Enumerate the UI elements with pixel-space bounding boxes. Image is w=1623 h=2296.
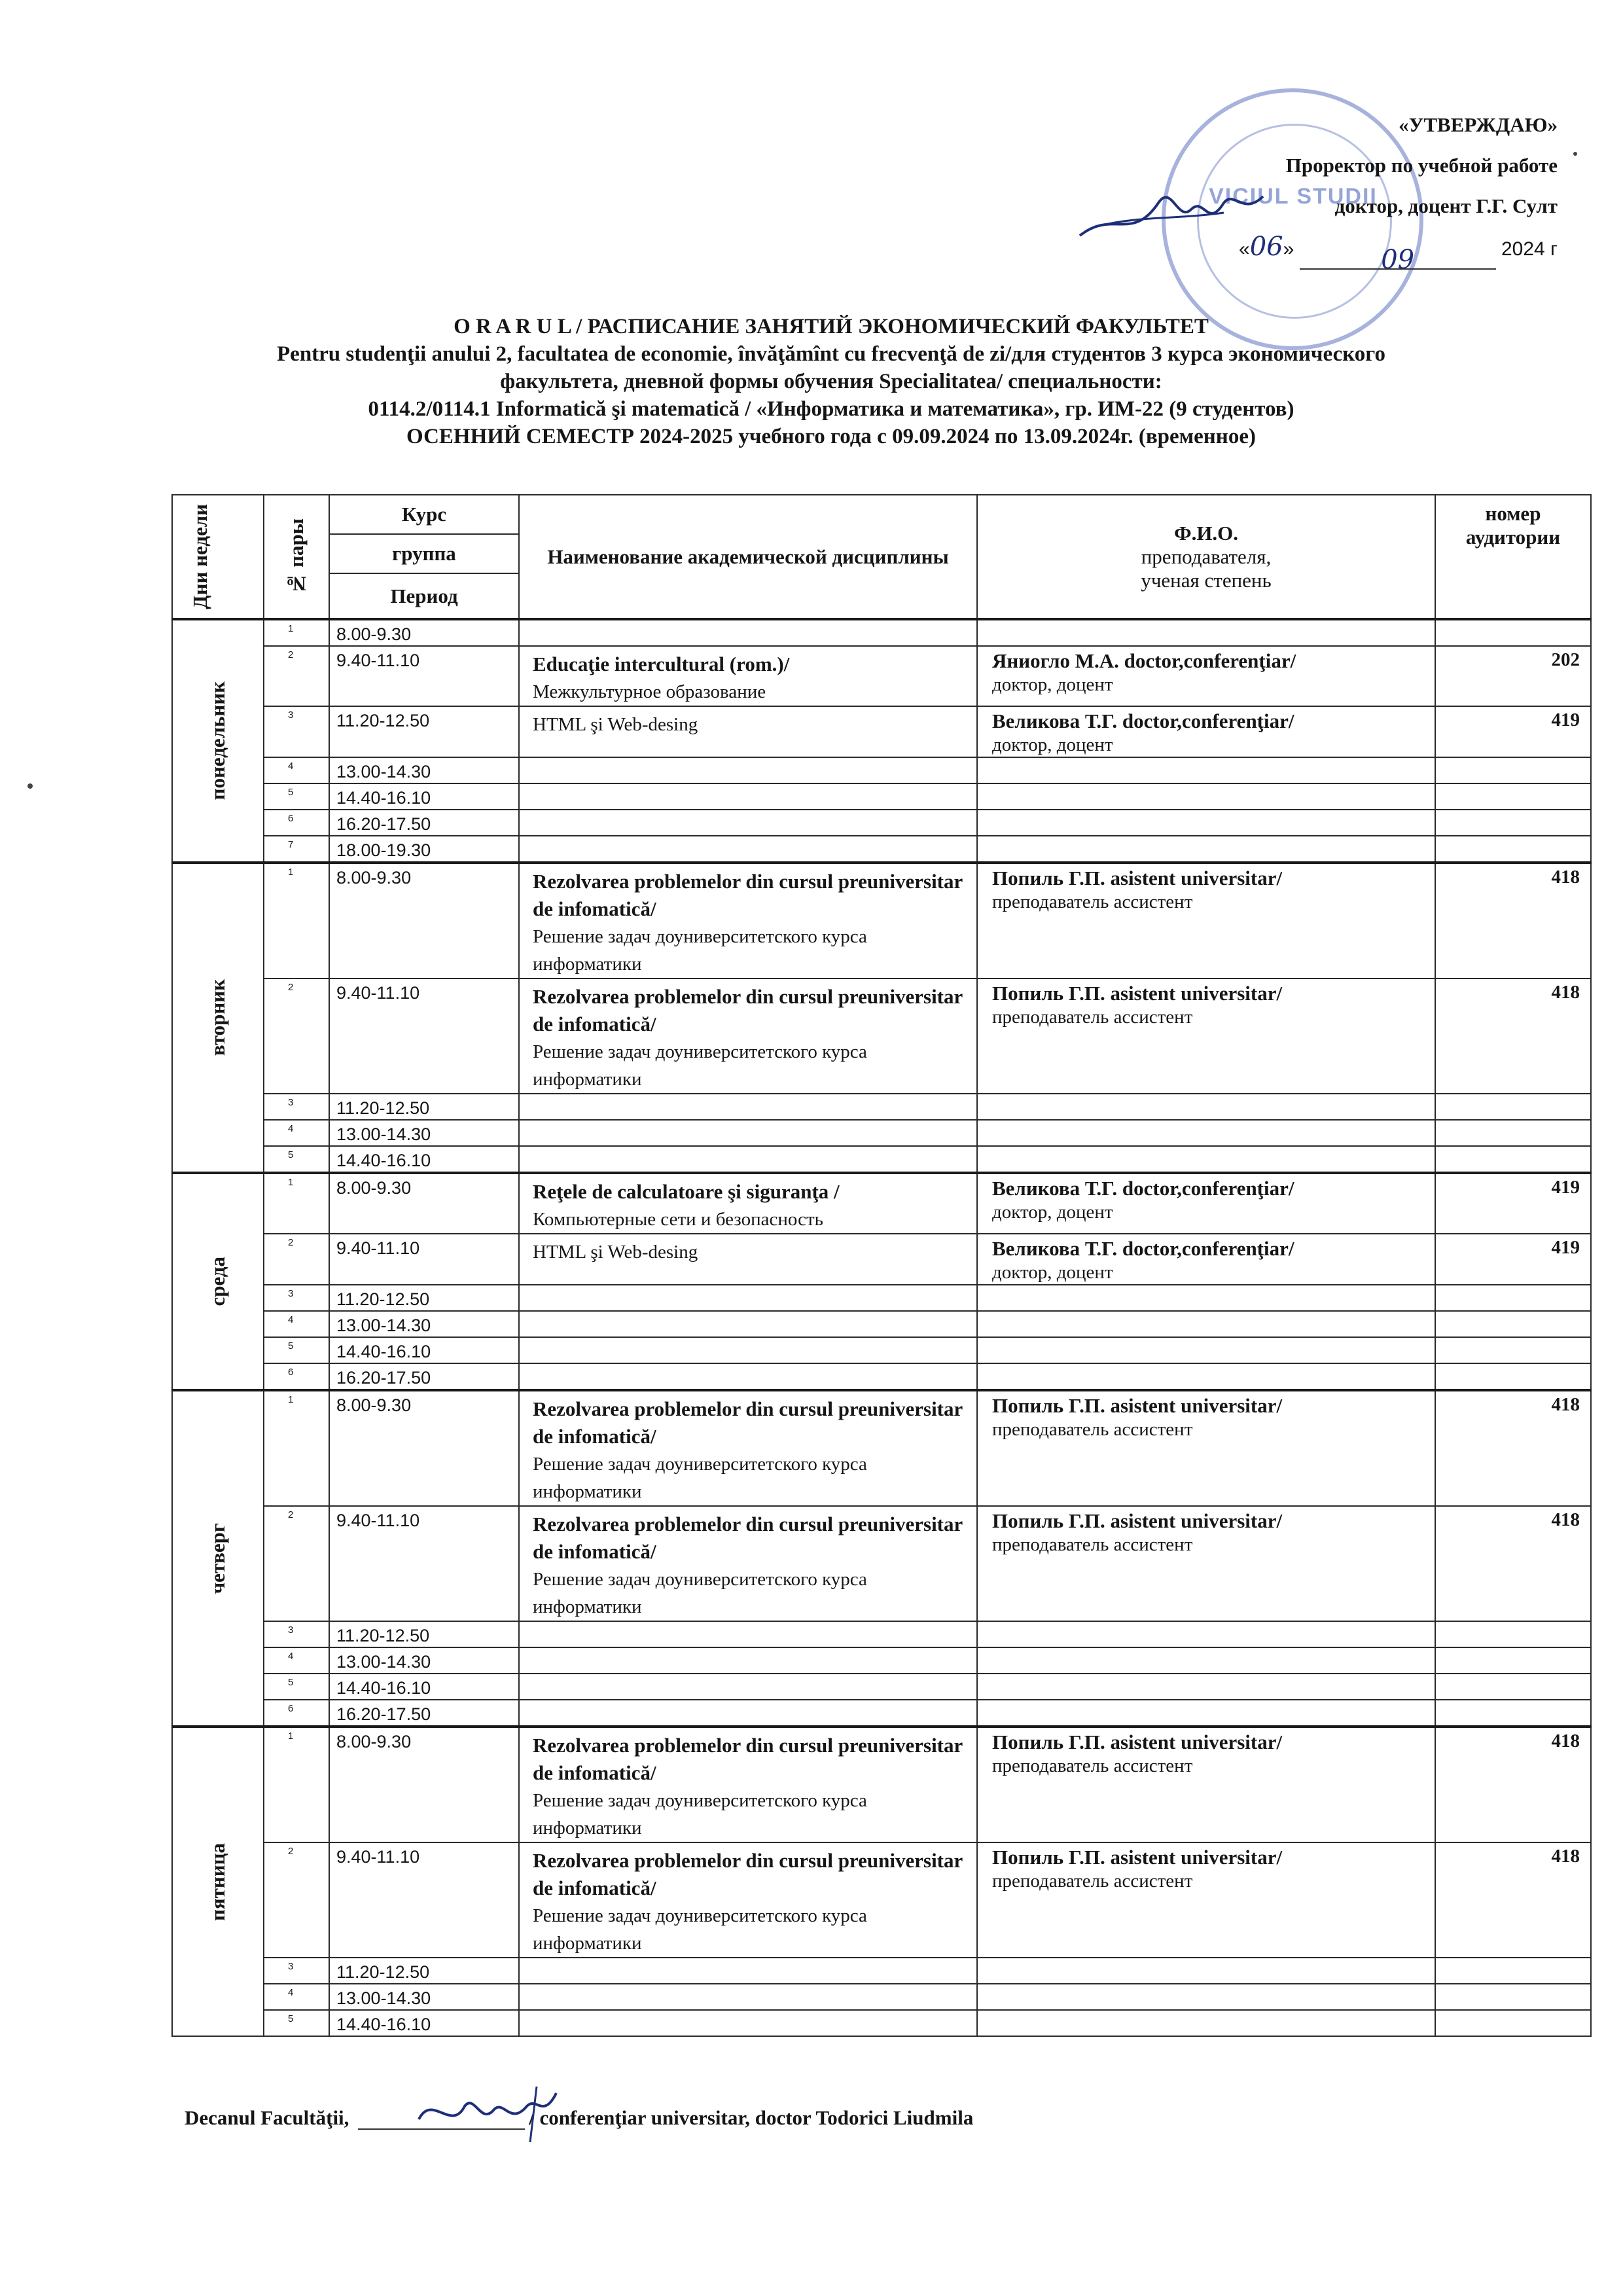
teacher-cell [977,1337,1435,1363]
teacher-degree: преподаватель ассистент [992,1007,1193,1028]
pair-time: 14.40-16.10 [329,1146,519,1173]
pair-time: 11.20-12.50 [329,706,519,757]
discipline-cell [519,1094,977,1120]
day-cell [172,1727,264,2036]
pair-time: 8.00-9.30 [329,1727,519,1842]
footer [185,2106,973,2130]
discipline-cell [519,1674,977,1700]
pair-time: 8.00-9.30 [329,863,519,978]
discipline-cell [519,836,977,863]
approval-title: «УТВЕРЖДАЮ» [1399,113,1558,136]
teacher-name: Великова Т.Г. doctor,conferenţiar/ [992,1177,1294,1200]
header-semester: ОСЕННИЙ СЕМЕСТР 2024-2025 учебного года с 09.09.2024 по 13.09.2024г. (временное) [406,425,1256,448]
header-faculty: факультета, дневной формы обучения Specialitatea/ специальности: [500,370,1162,393]
teacher-cell [977,1173,1435,1234]
teacher-degree: доктор, доцент [992,1262,1113,1283]
header-discipline [519,495,977,619]
teacher-cell [977,646,1435,706]
footer-label: Decanul Facultăţii, [185,2106,349,2129]
room-number: 202 [1435,646,1591,706]
room-number [1435,619,1591,646]
header-day-cell [172,495,264,619]
schedule-row [172,1285,1591,1311]
schedule-row [172,1390,1591,1506]
discipline-ru: Решение задач доуниверситетского курса информатики [533,926,867,975]
pair-number: 4 [264,1984,329,2010]
teacher-cell [977,706,1435,757]
pair-time: 9.40-11.10 [329,1506,519,1621]
day-cell [172,1173,264,1390]
schedule-row [172,1984,1591,2010]
teacher-name: Попиль Г.П. asistent universitar/ [992,1846,1283,1869]
schedule-row [172,1842,1591,1958]
schedule-row [172,1337,1591,1363]
discipline-cell [519,1700,977,1727]
teacher-cell [977,810,1435,836]
teacher-cell [977,1984,1435,2010]
teacher-cell [977,1234,1435,1285]
approval-signature [1073,164,1270,262]
schedule-row [172,978,1591,1094]
discipline-cell [519,1842,977,1958]
header-students: Pentru studenţii anului 2, facultatea de economie, învăţămînt cu frecvenţă de zi/для студентов 3 курса экономического [277,342,1385,366]
teacher-cell [977,2010,1435,2036]
schedule-row [172,836,1591,863]
discipline-cell [519,863,977,978]
discipline-ro: Educaţie intercultural (rom.)/ [533,653,790,675]
discipline-cell [519,1958,977,1984]
teacher-cell [977,1842,1435,1958]
discipline-ro: Rezolvarea problemelor din cursul preuniversitar de infomatică/ [533,1397,963,1448]
teacher-degree: преподаватель ассистент [992,1755,1193,1776]
pair-time: 18.00-19.30 [329,836,519,863]
discipline-cell [519,1727,977,1842]
pair-number: 5 [264,1337,329,1363]
teacher-cell [977,1621,1435,1647]
pair-time: 16.20-17.50 [329,810,519,836]
day-name: пятница [206,1842,229,1921]
pair-time: 9.40-11.10 [329,1842,519,1958]
discipline-ru: Решение задач доуниверситетского курса информатики [533,1041,867,1090]
room-number [1435,1984,1591,2010]
pair-number: 2 [264,1234,329,1285]
room-number [1435,1700,1591,1727]
teacher-cell [977,1506,1435,1621]
pair-time: 16.20-17.50 [329,1700,519,1727]
pair-time: 13.00-14.30 [329,1647,519,1674]
header-discipline-label: Наименование академической дисциплины [547,545,949,568]
pair-number: 6 [264,1363,329,1390]
schedule-row [172,783,1591,810]
pair-number: 1 [264,1390,329,1506]
pair-number: 2 [264,1506,329,1621]
room-number [1435,1146,1591,1173]
schedule-header [183,313,1479,450]
room-number: 419 [1435,706,1591,757]
pair-number: 5 [264,1146,329,1173]
pair-time: 8.00-9.30 [329,1390,519,1506]
schedule-row [172,1173,1591,1234]
teacher-name: Попиль Г.П. asistent universitar/ [992,1394,1283,1417]
teacher-cell [977,1363,1435,1390]
pair-number: 4 [264,757,329,783]
discipline-cell [519,1647,977,1674]
pair-number: 6 [264,810,329,836]
pair-number: 2 [264,978,329,1094]
schedule-row [172,1674,1591,1700]
discipline-ru: HTML şi Web-desing [533,714,698,735]
pair-time: 13.00-14.30 [329,1120,519,1146]
room-number [1435,1337,1591,1363]
discipline-cell [519,1363,977,1390]
approval-person: доктор, доцент Г.Г. Султ [1334,194,1558,217]
discipline-cell [519,810,977,836]
discipline-cell [519,1146,977,1173]
pair-time: 14.40-16.10 [329,783,519,810]
header-course: Курс [329,495,519,534]
teacher-cell [977,1285,1435,1311]
pair-number: 1 [264,619,329,646]
room-number [1435,836,1591,863]
header-teacher [977,495,1435,619]
pair-time: 14.40-16.10 [329,1337,519,1363]
schedule-row [172,619,1591,646]
teacher-degree: преподаватель ассистент [992,1871,1193,1892]
header-period: Период [329,573,519,619]
discipline-ro: Rezolvarea problemelor din cursul preuniversitar de infomatică/ [533,1734,963,1784]
pair-number: 3 [264,1285,329,1311]
room-number [1435,1094,1591,1120]
discipline-ru: Решение задач доуниверситетского курса информатики [533,1454,867,1502]
day-cell [172,1390,264,1727]
pair-number: 5 [264,783,329,810]
pair-number: 1 [264,1727,329,1842]
dean-signature [406,2080,563,2145]
header-title: O R A R U L / РАСПИСАНИЕ ЗАНЯТИЙ ЭКОНОМИЧЕСКИЙ ФАКУЛЬТЕТ [454,315,1209,338]
discipline-ro: Rezolvarea problemelor din cursul preuniversitar de infomatică/ [533,985,963,1035]
header-group: группа [329,534,519,573]
schedule-row [172,1727,1591,1842]
teacher-name: Попиль Г.П. asistent universitar/ [992,1509,1283,1532]
pair-number: 5 [264,2010,329,2036]
teacher-degree: доктор, доцент [992,1202,1113,1223]
discipline-cell [519,619,977,646]
day-cell [172,619,264,863]
header-teacher-line2: преподавателя, [1141,545,1272,568]
pair-number: 4 [264,1311,329,1337]
pair-number: 1 [264,1173,329,1234]
schedule-table [171,494,1592,2037]
pair-number: 3 [264,1094,329,1120]
room-number: 418 [1435,978,1591,1094]
teacher-cell [977,1120,1435,1146]
pair-time: 14.40-16.10 [329,1674,519,1700]
pair-number: 5 [264,1674,329,1700]
pair-number: 1 [264,863,329,978]
teacher-degree: доктор, доцент [992,734,1113,755]
teacher-name: Попиль Г.П. asistent universitar/ [992,867,1283,889]
discipline-cell [519,1285,977,1311]
schedule-row [172,1647,1591,1674]
pair-number: 3 [264,706,329,757]
pair-time: 13.00-14.30 [329,757,519,783]
schedule-row [172,757,1591,783]
discipline-cell [519,1234,977,1285]
pair-number: 2 [264,1842,329,1958]
room-number: 418 [1435,1727,1591,1842]
discipline-cell [519,646,977,706]
header-pair: № пары [285,518,308,596]
discipline-ro: Rezolvarea problemelor din cursul preuniversitar de infomatică/ [533,870,963,920]
discipline-cell [519,1337,977,1363]
schedule-row [172,646,1591,706]
pair-time: 11.20-12.50 [329,1621,519,1647]
discipline-cell [519,1621,977,1647]
discipline-cell [519,1984,977,2010]
room-number: 418 [1435,1390,1591,1506]
room-number [1435,1363,1591,1390]
teacher-cell [977,1727,1435,1842]
room-number [1435,1621,1591,1647]
discipline-cell [519,1173,977,1234]
discipline-cell [519,1390,977,1506]
discipline-ru: Межкультурное образование [533,681,766,702]
teacher-cell [977,1700,1435,1727]
approval-position: Проректор по учебной работе [1285,154,1558,177]
discipline-cell [519,1506,977,1621]
room-number [1435,757,1591,783]
schedule-row [172,1094,1591,1120]
date-year: 2024 г [1501,238,1558,260]
teacher-cell [977,783,1435,810]
date-open-quote: « [1239,238,1250,260]
discipline-ru: Решение задач доуниверситетского курса информатики [533,1905,867,1954]
stamp-text: VICIUL STUDII [1209,184,1378,209]
scan-speck [1573,152,1577,156]
discipline-ru: Компьютерные сети и безопасность [533,1209,823,1230]
discipline-ru: Решение задач доуниверситетского курса информатики [533,1790,867,1839]
teacher-name: Попиль Г.П. asistent universitar/ [992,982,1283,1005]
pair-time: 13.00-14.30 [329,1984,519,2010]
pair-number: 3 [264,1621,329,1647]
date-mid-quote: » [1283,238,1294,260]
room-number: 419 [1435,1173,1591,1234]
teacher-cell [977,863,1435,978]
schedule-row [172,1363,1591,1390]
schedule-row [172,706,1591,757]
room-number [1435,1958,1591,1984]
day-name: понедельник [206,681,229,800]
schedule-row [172,1146,1591,1173]
teacher-name: Великова Т.Г. doctor,conferenţiar/ [992,1237,1294,1260]
teacher-cell [977,1958,1435,1984]
discipline-cell [519,2010,977,2036]
teacher-degree: преподаватель ассистент [992,891,1193,912]
room-number [1435,1120,1591,1146]
room-number: 419 [1435,1234,1591,1285]
schedule-row [172,1120,1591,1146]
header-day: Дни недели [188,504,211,609]
pair-number: 7 [264,836,329,863]
pair-time: 8.00-9.30 [329,619,519,646]
teacher-cell [977,1647,1435,1674]
pair-time: 13.00-14.30 [329,1311,519,1337]
header-pair-cell [264,495,329,619]
teacher-cell [977,1390,1435,1506]
teacher-cell [977,836,1435,863]
day-name: вторник [206,979,229,1056]
discipline-ru: Решение задач доуниверситетского курса информатики [533,1569,867,1617]
date-day: 06 [1249,232,1283,262]
header-room: номер аудитории [1435,495,1591,619]
teacher-cell [977,1311,1435,1337]
date-month: 09 [1381,245,1415,275]
footer-signer: / conferenţiar universitar, doctor Todorici Liudmila [529,2106,974,2129]
pair-time: 8.00-9.30 [329,1173,519,1234]
pair-time: 11.20-12.50 [329,1285,519,1311]
pair-number: 4 [264,1120,329,1146]
discipline-ro: Rezolvarea problemelor din cursul preuniversitar de infomatică/ [533,1513,963,1563]
room-number [1435,1647,1591,1674]
pair-number: 2 [264,646,329,706]
teacher-name: Великова Т.Г. doctor,conferenţiar/ [992,709,1294,732]
teacher-degree: доктор, доцент [992,674,1113,695]
room-number [1435,783,1591,810]
room-number [1435,810,1591,836]
teacher-degree: преподаватель ассистент [992,1419,1193,1440]
day-cell [172,863,264,1173]
schedule-row [172,1700,1591,1727]
discipline-cell [519,706,977,757]
room-number: 418 [1435,863,1591,978]
pair-time: 9.40-11.10 [329,978,519,1094]
room-number: 418 [1435,1506,1591,1621]
header-teacher-line3: ученая степень [1141,568,1272,592]
header-teacher-line1: Ф.И.О. [1173,521,1239,545]
schedule-row [172,1311,1591,1337]
scan-speck [27,783,33,789]
pair-number: 3 [264,1958,329,1984]
room-number [1435,1674,1591,1700]
discipline-cell [519,757,977,783]
discipline-ro: Rezolvarea problemelor din cursul preuniversitar de infomatică/ [533,1849,963,1899]
pair-time: 11.20-12.50 [329,1094,519,1120]
day-name: четверг [206,1522,229,1594]
schedule-row [172,1621,1591,1647]
room-number [1435,2010,1591,2036]
schedule-row [172,2010,1591,2036]
discipline-ro: Reţele de calculatoare şi siguranţa / [533,1180,840,1203]
discipline-cell [519,1311,977,1337]
teacher-name: Яниогло М.А. doctor,conferenţiar/ [992,649,1296,672]
teacher-cell [977,1094,1435,1120]
header-specialty: 0114.2/0114.1 Informatică şi matematică / «Информатика и математика», гр. ИМ-22 (9 студентов) [368,397,1294,421]
schedule-body [172,619,1591,2036]
teacher-name: Попиль Г.П. asistent universitar/ [992,1731,1283,1753]
teacher-degree: преподаватель ассистент [992,1534,1193,1555]
pair-time: 9.40-11.10 [329,646,519,706]
schedule-row [172,1234,1591,1285]
pair-time: 16.20-17.50 [329,1363,519,1390]
teacher-cell [977,619,1435,646]
room-number [1435,1311,1591,1337]
pair-number: 6 [264,1700,329,1727]
room-number: 418 [1435,1842,1591,1958]
discipline-cell [519,1120,977,1146]
teacher-cell [977,978,1435,1094]
pair-time: 9.40-11.10 [329,1234,519,1285]
teacher-cell [977,1146,1435,1173]
schedule-row [172,1506,1591,1621]
teacher-cell [977,757,1435,783]
pair-number: 4 [264,1647,329,1674]
discipline-cell [519,783,977,810]
schedule-row [172,863,1591,978]
schedule-row [172,810,1591,836]
discipline-cell [519,978,977,1094]
pair-time: 14.40-16.10 [329,2010,519,2036]
room-number [1435,1285,1591,1311]
schedule-row [172,1958,1591,1984]
teacher-cell [977,1674,1435,1700]
day-name: среда [206,1257,229,1306]
discipline-ru: HTML şi Web-desing [533,1242,698,1263]
pair-time: 11.20-12.50 [329,1958,519,1984]
